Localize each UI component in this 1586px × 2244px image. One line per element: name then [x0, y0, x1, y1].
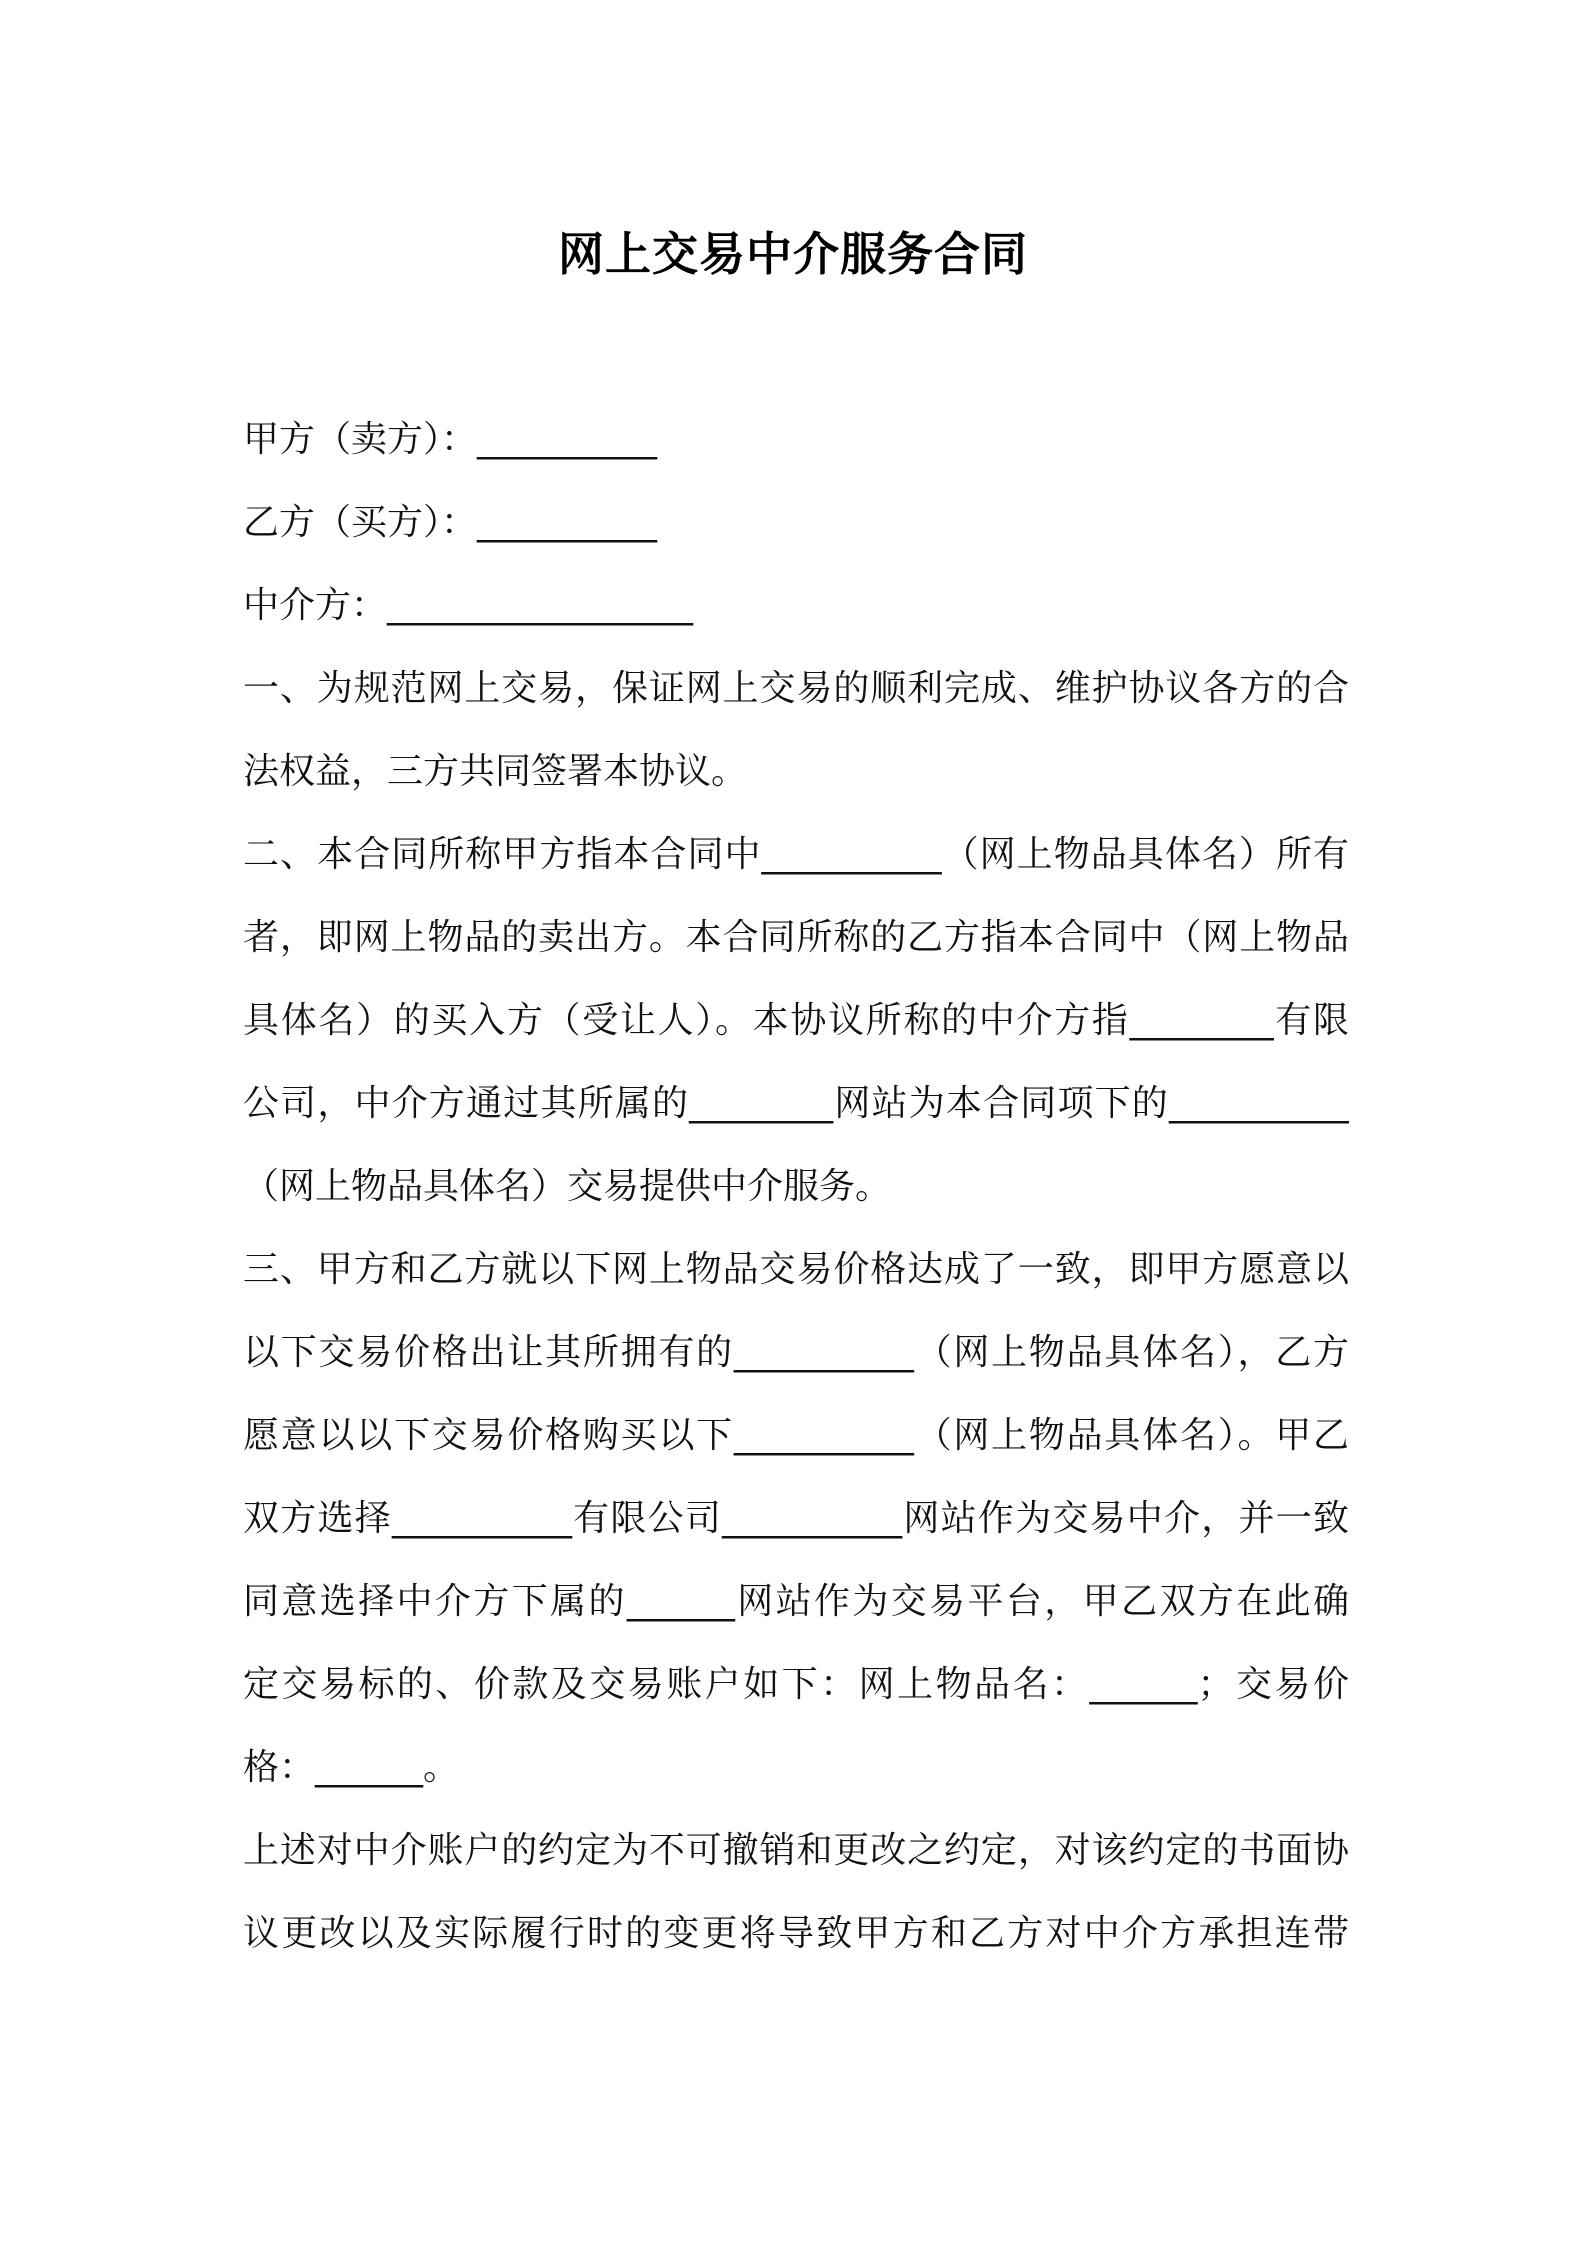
- clause-line: 上述对中介账户的约定为不可撤销和更改之约定，对该约定的书面协: [243, 1830, 1349, 1871]
- party-block: [243, 398, 1349, 647]
- clause-line: 一、为规范网上交易，保证网上交易的顺利完成、维护协议各方的合: [243, 668, 1349, 709]
- clause-line: （网上物品具体名）交易提供中介服务。: [243, 1166, 892, 1207]
- clause-line: 同意选择中介方下属的______网站作为交易平台，甲乙双方在此确: [243, 1581, 1349, 1622]
- clause-line: 公司，中介方通过其所属的________网站为本合同项下的__________: [243, 1083, 1349, 1124]
- intermediary-field: 中介方：_________________: [243, 585, 694, 626]
- clause-line: 议更改以及实际履行时的变更将导致甲方和乙方对中介方承担连带: [243, 1913, 1349, 1954]
- clause-line: 格：______。: [243, 1747, 460, 1788]
- clause-line: 以下交易价格出让其所拥有的__________（网上物品具体名），乙方: [243, 1332, 1349, 1373]
- clause-line: 定交易标的、价款及交易账户如下：网上物品名：______；交易价: [243, 1664, 1349, 1705]
- buyer-field: 乙方（买方）：__________: [243, 502, 658, 543]
- seller-field: 甲方（卖方）：__________: [243, 419, 658, 460]
- clause-line: 愿意以以下交易价格购买以下__________（网上物品具体名）。甲乙: [243, 1415, 1349, 1456]
- clause-line: 法权益，三方共同签署本协议。: [243, 751, 748, 792]
- clause-line: 具体名）的买入方（受让人）。本协议所称的中介方指________有限: [243, 1000, 1349, 1041]
- contract-clauses: [243, 647, 1349, 1975]
- clause-line: 者，即网上物品的卖出方。本合同所称的乙方指本合同中（网上物品: [243, 917, 1349, 958]
- clause-line: 二、本合同所称甲方指本合同中__________（网上物品具体名）所有: [243, 834, 1349, 875]
- clause-line: 双方选择__________有限公司__________网站作为交易中介，并一致: [243, 1498, 1349, 1539]
- document-title: 网上交易中介服务合同: [558, 227, 1028, 281]
- clause-line: 三、甲方和乙方就以下网上物品交易价格达成了一致，即甲方愿意以: [243, 1249, 1349, 1290]
